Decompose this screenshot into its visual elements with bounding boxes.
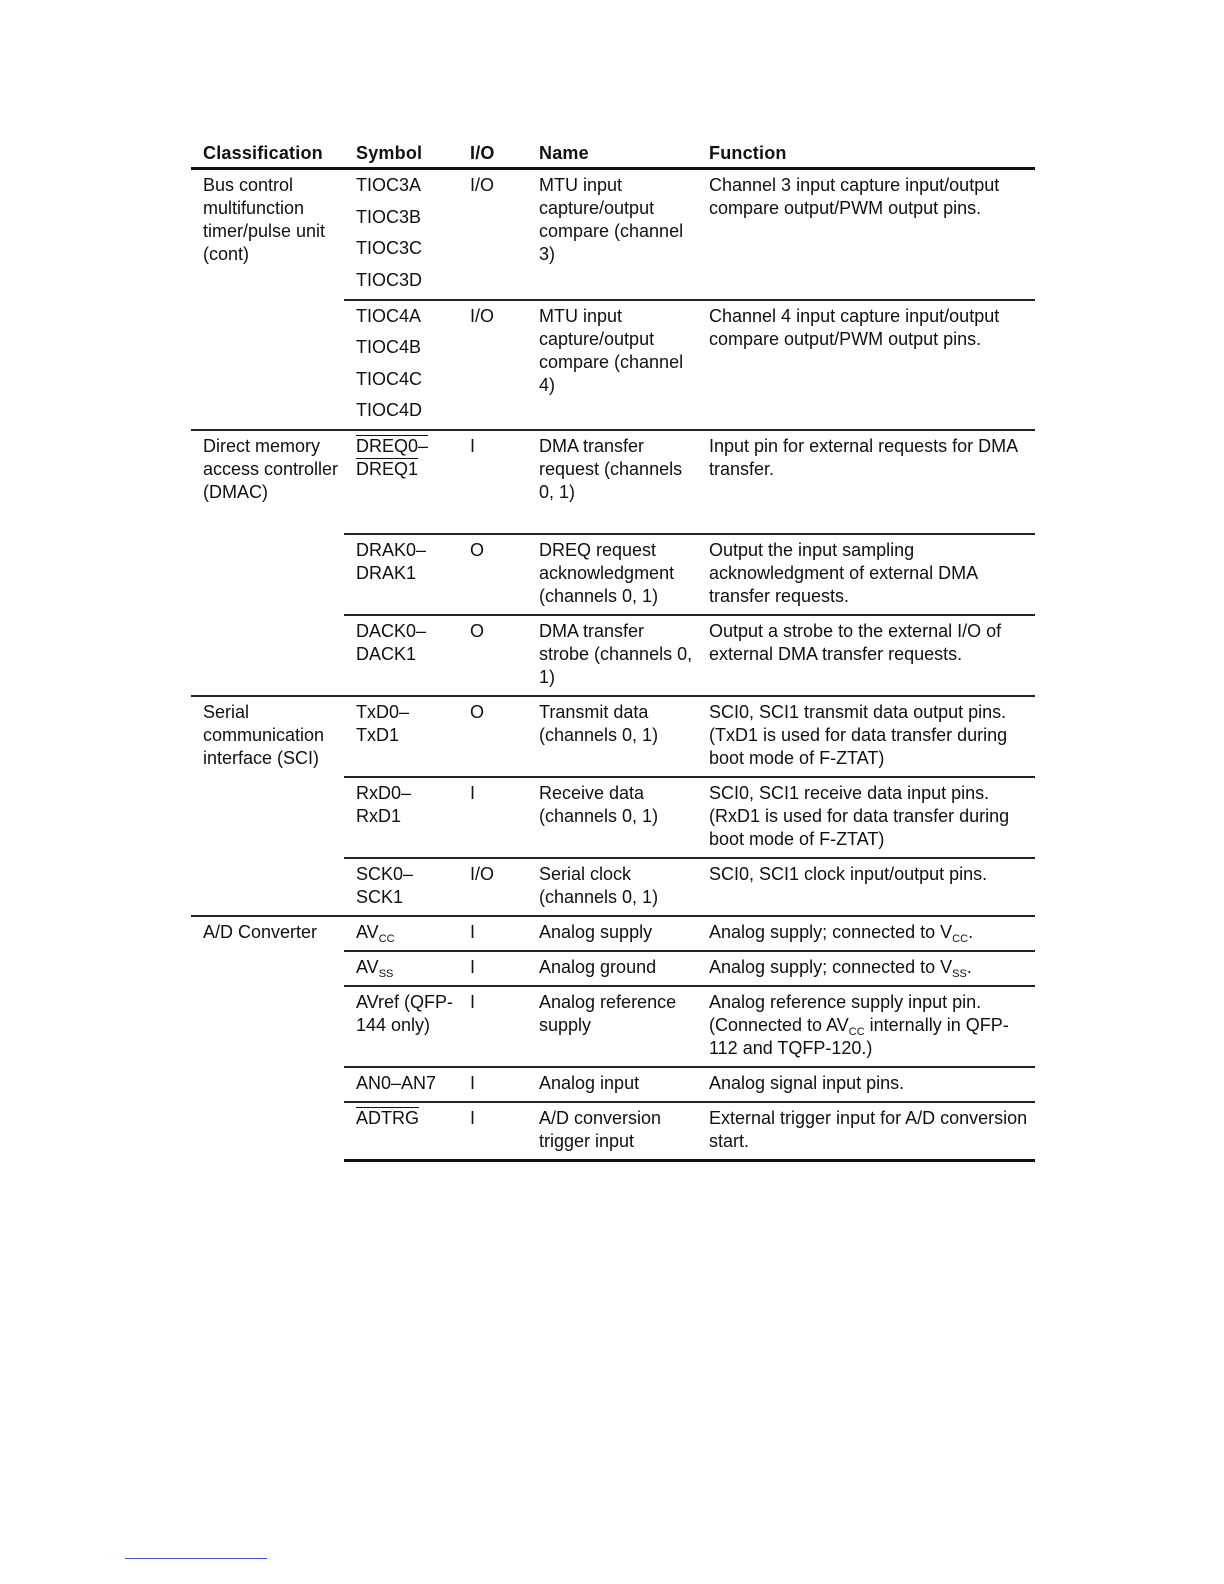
header-function: Function xyxy=(697,140,1035,169)
name-cell: A/D conversion trigger input xyxy=(527,1102,697,1161)
name-cell: DMA transfer request (channels 0, 1) xyxy=(527,430,697,534)
symbol-cell xyxy=(344,777,458,858)
function-cell: SCI0, SCI1 receive data input pins. (RxD1 is used for data transfer during boot mode of F-ZTAT) xyxy=(697,777,1035,858)
symbol-cell xyxy=(344,169,458,300)
symbol-rxd0: RxD0– xyxy=(356,783,412,803)
io-cell: O xyxy=(458,696,527,777)
function-cell: Input pin for external requests for DMA transfer. xyxy=(697,430,1035,534)
symbol-dack0: DACK0– xyxy=(356,621,427,641)
function-text: Analog reference supply input pin. (Connected to AV xyxy=(709,992,982,1035)
classification-cell: Serial communication interface (SCI) xyxy=(191,696,344,916)
symbol-dreq1: DREQ1 xyxy=(356,459,419,479)
symbol-subscript: SS xyxy=(378,968,394,980)
io-cell: I xyxy=(458,1102,527,1161)
function-cell: Analog signal input pins. xyxy=(697,1067,1035,1102)
io-cell: I/O xyxy=(458,858,527,916)
function-text-end: . xyxy=(966,957,972,977)
symbol-adtrg: ADTRG xyxy=(356,1108,419,1128)
symbol-drak1: DRAK1 xyxy=(356,563,417,583)
symbol-dreq0: DREQ0– xyxy=(356,436,429,456)
classification-cell: Direct memory access controller (DMAC) xyxy=(191,430,344,696)
io-cell: I xyxy=(458,916,527,951)
function-cell: Channel 4 input capture input/output compare output/PWM output pins. xyxy=(697,300,1035,431)
symbol-txd0: TxD0– xyxy=(356,702,410,722)
name-cell: MTU input capture/output compare (channel 3) xyxy=(539,175,684,264)
function-cell xyxy=(697,986,1035,1067)
symbol-cell xyxy=(344,430,458,534)
symbol-cell: AN0–AN7 xyxy=(344,1067,458,1102)
io-cell: I xyxy=(458,777,527,858)
io-cell: I xyxy=(458,1067,527,1102)
name-cell: Receive data (channels 0, 1) xyxy=(527,777,697,858)
function-text-end: internally in QFP-112 and TQFP-120.) xyxy=(709,1015,1009,1058)
header-classification: Classification xyxy=(191,140,344,169)
symbol-sck1: SCK1 xyxy=(356,887,404,907)
function-subscript: CC xyxy=(848,1026,865,1038)
classification-cell: Bus control multifunction timer/pulse unit (cont) xyxy=(191,169,344,431)
name-cell: DREQ request acknowledgment (channels 0, 1) xyxy=(527,534,697,615)
function-subscript: SS xyxy=(952,968,967,980)
name-cell: Analog ground xyxy=(527,951,697,986)
symbol-line: TIOC4B xyxy=(356,337,422,357)
symbol-cell xyxy=(344,916,458,951)
symbol-base: AV xyxy=(356,957,379,977)
symbol-base: AV xyxy=(356,922,379,942)
name-cell: DMA transfer strobe (channels 0, 1) xyxy=(527,615,697,696)
io-cell: O xyxy=(458,534,527,615)
symbol-cell xyxy=(344,615,458,696)
symbol-sck0: SCK0– xyxy=(356,864,414,884)
name-cell: Analog input xyxy=(527,1067,697,1102)
function-cell: External trigger input for A/D conversion start. xyxy=(697,1102,1035,1161)
symbol-txd1: TxD1 xyxy=(356,725,400,745)
symbol-cell xyxy=(344,951,458,986)
function-cell: Output a strobe to the external I/O of external DMA transfer requests. xyxy=(697,615,1035,696)
function-cell: Channel 3 input capture input/output compare output/PWM output pins. xyxy=(709,175,1000,218)
table-row xyxy=(191,696,1035,777)
name-cell: Analog supply xyxy=(527,916,697,951)
symbol-cell xyxy=(344,1102,458,1161)
name-cell: Analog reference supply xyxy=(527,986,697,1067)
symbol-drak0: DRAK0– xyxy=(356,540,427,560)
symbol-dack1: DACK1 xyxy=(356,644,417,664)
symbol-line: TIOC3C xyxy=(356,238,423,258)
symbol-line: TIOC3D xyxy=(356,269,423,290)
function-cell xyxy=(697,916,1035,951)
symbol-rxd1: RxD1 xyxy=(356,806,402,826)
io-cell: I/O xyxy=(470,175,495,195)
name-cell: Transmit data (channels 0, 1) xyxy=(527,696,697,777)
function-cell xyxy=(697,951,1035,986)
function-text: Analog supply; connected to V xyxy=(709,957,953,977)
io-cell: I xyxy=(458,430,527,534)
footnote-rule xyxy=(125,1558,267,1559)
io-cell: I xyxy=(458,951,527,986)
symbol-cell xyxy=(344,858,458,916)
name-cell: Serial clock (channels 0, 1) xyxy=(527,858,697,916)
function-cell: SCI0, SCI1 clock input/output pins. xyxy=(697,858,1035,916)
header-io: I/O xyxy=(458,140,527,169)
table-row xyxy=(191,430,1035,534)
symbol-line: TIOC4C xyxy=(356,368,423,389)
function-cell: SCI0, SCI1 transmit data output pins. (TxD1 is used for data transfer during boot mode of F-ZTAT) xyxy=(697,696,1035,777)
name-cell: MTU input capture/output compare (channel 4) xyxy=(527,300,697,431)
symbol-cell xyxy=(344,300,458,431)
symbol-cell xyxy=(344,696,458,777)
symbol-cell xyxy=(344,534,458,615)
io-cell: I xyxy=(458,986,527,1067)
table-header-row xyxy=(191,140,1035,169)
function-text: Analog supply; connected to V xyxy=(709,922,953,942)
symbol-line: TIOC4A xyxy=(356,305,422,326)
io-cell: I/O xyxy=(458,300,527,431)
symbol-cell: AVref (QFP-144 only) xyxy=(344,986,458,1067)
symbol-line: TIOC3A xyxy=(356,175,422,195)
function-subscript: CC xyxy=(952,933,969,945)
symbol-line: TIOC3B xyxy=(356,206,422,227)
header-name: Name xyxy=(527,140,697,169)
pin-function-table xyxy=(191,140,1035,1162)
header-symbol: Symbol xyxy=(344,140,458,169)
function-text-end: . xyxy=(968,922,974,942)
symbol-subscript: CC xyxy=(378,933,395,945)
function-cell: Output the input sampling acknowledgment of external DMA transfer requests. xyxy=(697,534,1035,615)
classification-cell: A/D Converter xyxy=(191,916,344,1161)
io-cell: O xyxy=(458,615,527,696)
table-row xyxy=(191,916,1035,951)
symbol-line: TIOC4D xyxy=(356,400,423,420)
table-row xyxy=(191,169,1035,300)
